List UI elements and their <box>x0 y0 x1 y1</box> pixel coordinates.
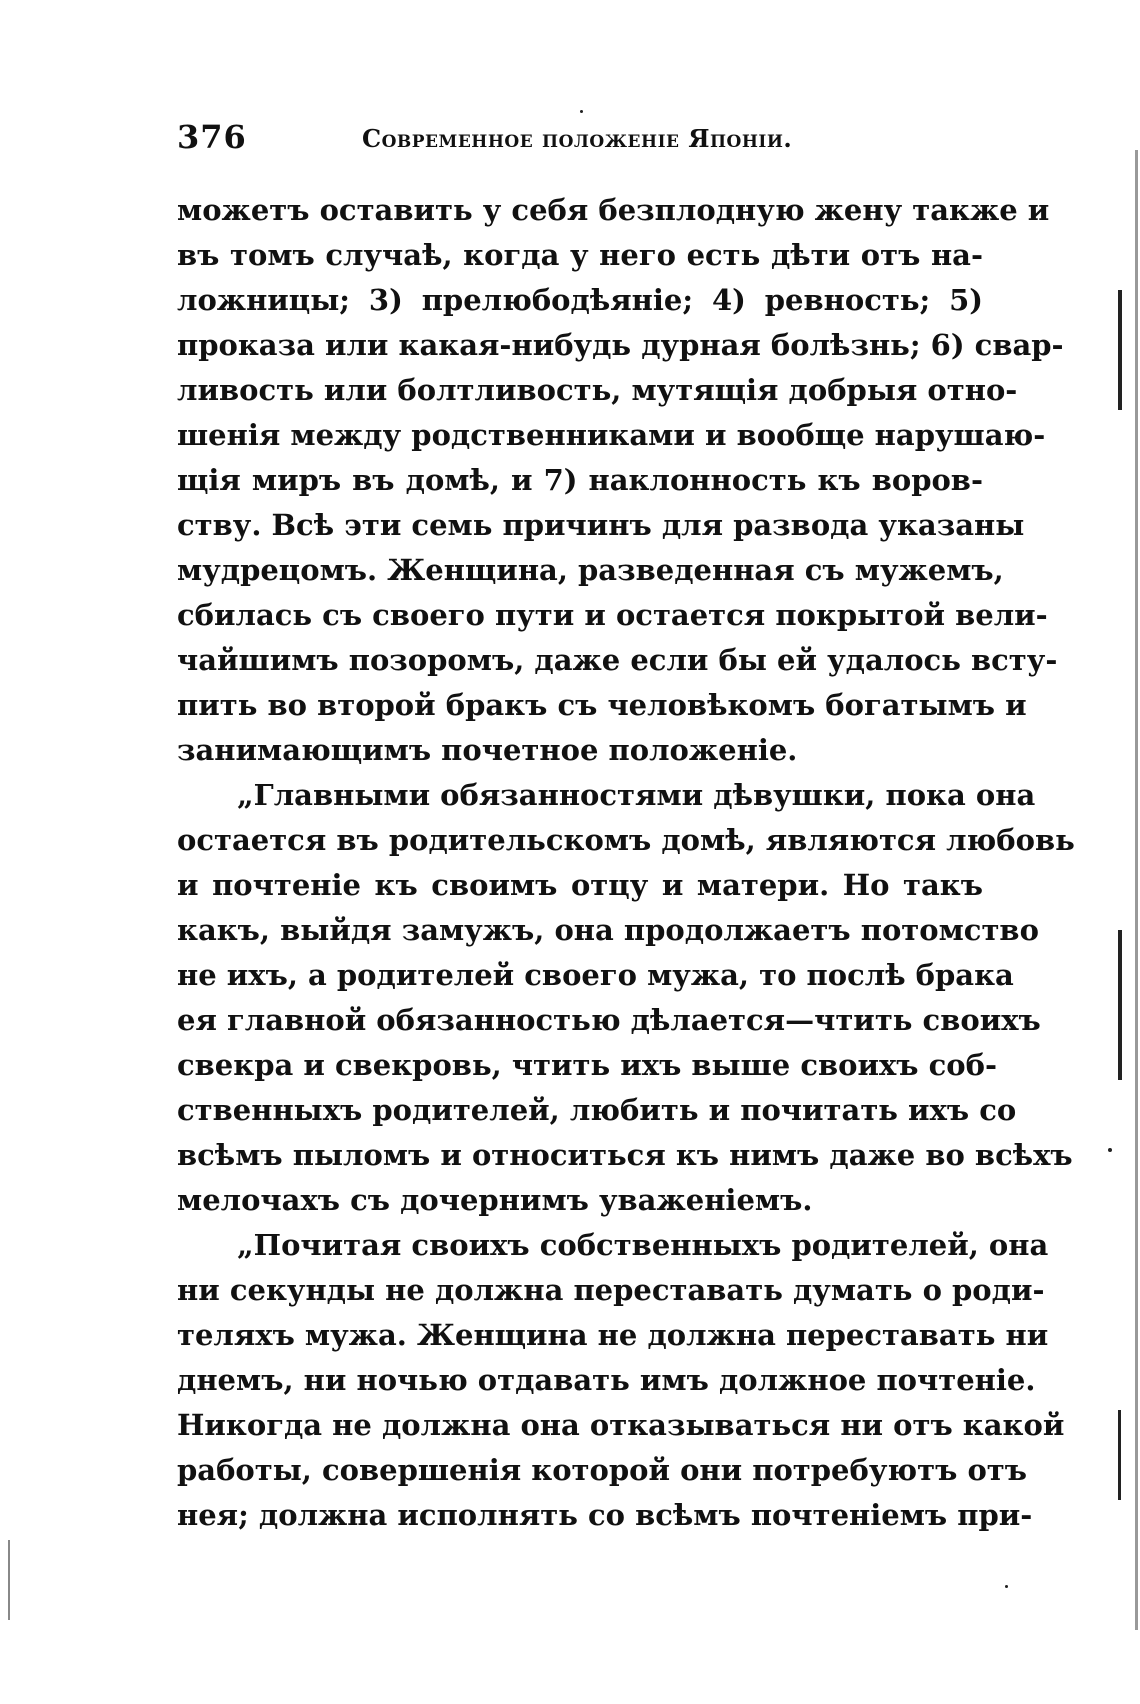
page-header <box>177 118 983 158</box>
text-line: „Главными обязанностями дѣвушки, пока она <box>237 778 1036 812</box>
text-line: не ихъ, а родителей своего мужа, то послѣ брака <box>177 958 1014 992</box>
page-number: 376 <box>177 118 247 156</box>
scan-edge-line <box>8 1540 10 1620</box>
scan-edge-line <box>1135 150 1138 1630</box>
text-line: и почтеніе къ своимъ отцу и матери. Но такъ <box>177 868 983 902</box>
scan-edge-line <box>1118 1410 1121 1500</box>
scan-edge-line <box>1118 290 1122 410</box>
text-line: всѣмъ пыломъ и относиться къ нимъ даже во всѣхъ <box>177 1138 1073 1172</box>
paragraph-2 <box>177 773 1075 1223</box>
running-title: Современное положеніе Японіи. <box>362 124 793 153</box>
text-line: мелочахъ съ дочернимъ уваженіемъ. <box>177 1183 813 1217</box>
scan-speck <box>1005 1585 1008 1588</box>
text-line: ливость или болтливость, мутящія добрыя отно- <box>177 373 1018 407</box>
text-line: ея главной обязанностью дѣлается—чтить своихъ <box>177 1003 1041 1037</box>
text-line: сбилась съ своего пути и остается покрытой вели- <box>177 598 1048 632</box>
text-line: ству. Всѣ эти семь причинъ для развода указаны <box>177 508 1025 542</box>
text-line: ственныхъ родителей, любить и почитать ихъ со <box>177 1093 1017 1127</box>
text-line: щія миръ въ домѣ, и 7) наклонность къ воров- <box>177 463 983 497</box>
text-line: „Почитая своихъ собственныхъ родителей, она <box>237 1228 1049 1262</box>
text-line: какъ, выйдя замужъ, она продолжаетъ потомство <box>177 913 1039 947</box>
text-line: можетъ оставить у себя безплодную жену также и <box>177 193 1050 227</box>
text-line: свекра и свекровь, чтить ихъ выше своихъ соб- <box>177 1048 998 1082</box>
scan-speck <box>1108 1148 1112 1152</box>
text-line: чайшимъ позоромъ, даже если бы ей удалось всту- <box>177 643 1058 677</box>
paragraph-1 <box>177 188 1064 773</box>
text-line: занимающимъ почетное положеніе. <box>177 733 798 767</box>
text-line: Никогда не должна она отказываться ни отъ какой <box>177 1408 1065 1442</box>
body-text <box>177 188 1075 1538</box>
scan-edge-line <box>1118 930 1122 1080</box>
text-line: мудрецомъ. Женщина, разведенная съ мужемъ, <box>177 553 1004 587</box>
text-line: днемъ, ни ночью отдавать имъ должное почтеніе. <box>177 1363 1036 1397</box>
paragraph-3 <box>177 1223 1065 1538</box>
text-line: пить во второй бракъ съ человѣкомъ богатымъ и <box>177 688 1027 722</box>
scan-speck <box>580 110 583 113</box>
text-line: шенія между родственниками и вообще нарушаю- <box>177 418 1046 452</box>
text-line: въ томъ случаѣ, когда у него есть дѣти отъ на- <box>177 238 983 272</box>
text-line: проказа или какая-нибудь дурная болѣзнь; 6) свар- <box>177 328 1064 362</box>
text-line: работы, совершенія которой они потребуютъ отъ <box>177 1453 1028 1487</box>
text-line: ни секунды не должна переставать думать о роди- <box>177 1273 1045 1307</box>
text-line: теляхъ мужа. Женщина не должна переставать ни <box>177 1318 1049 1352</box>
text-line: ложницы; 3) прелюбодѣяніе; 4) ревность; 5) <box>177 283 983 317</box>
text-line: остается въ родительскомъ домѣ, являются любовь <box>177 823 1075 857</box>
text-line: нея; должна исполнять со всѣмъ почтеніемъ при- <box>177 1498 1033 1532</box>
